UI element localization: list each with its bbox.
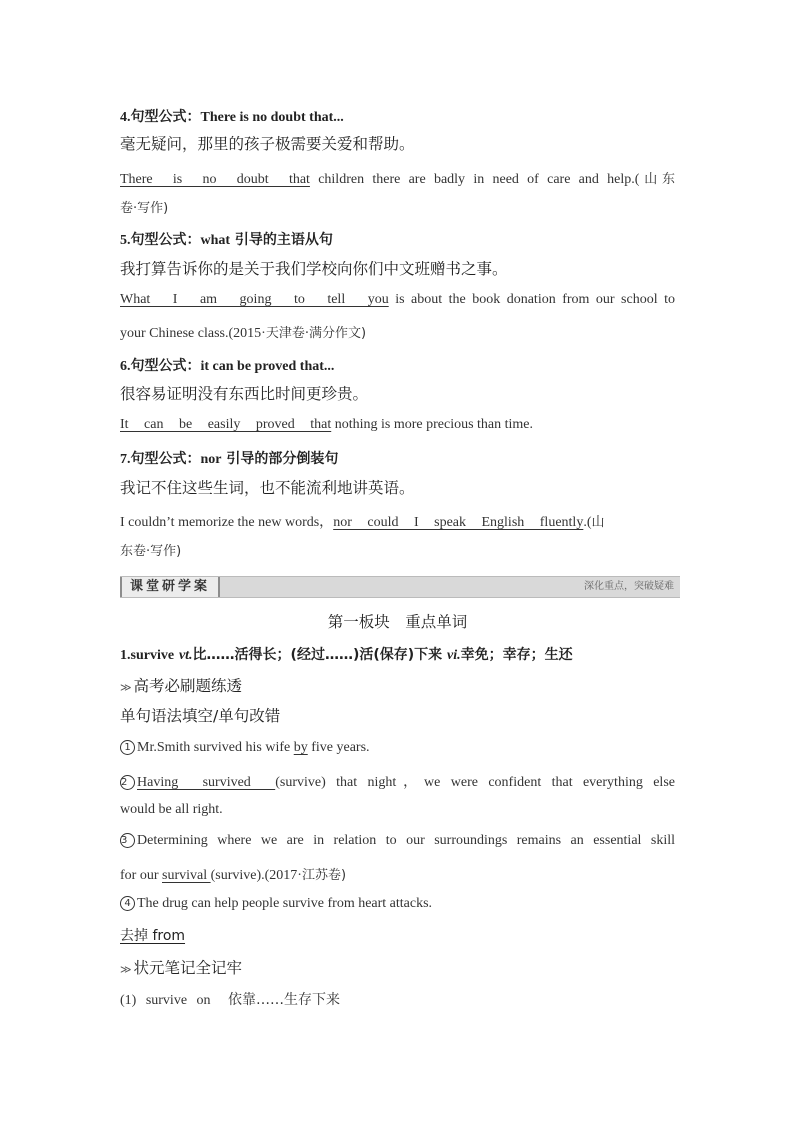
pattern-7-chinese: 我记不住这些生词，也不能流利地讲英语。 bbox=[120, 479, 415, 497]
pattern-4-answer-line: There is no doubt that children there are badly in need of care and help.(山东 bbox=[120, 172, 675, 187]
pattern-5-heading: 5.句型公式：what 引导的主语从句 bbox=[120, 232, 333, 248]
pattern-7-answer: nor could I speak English fluently bbox=[333, 515, 584, 530]
question-3-line2: for our survival (survive).(2017·江苏卷) bbox=[120, 868, 347, 883]
question-2-line2: would be all right. bbox=[120, 802, 223, 817]
pattern-6-heading: 6.句型公式：it can be proved that... bbox=[120, 358, 335, 374]
pattern-6-answer: It can be easily proved that bbox=[120, 417, 332, 432]
pattern-4-heading: 4.句型公式：There is no doubt that... bbox=[120, 109, 344, 125]
pattern-4-source: 卷·写作) bbox=[120, 201, 169, 216]
section-banner bbox=[120, 576, 680, 598]
pattern-7-source: 东卷·写作) bbox=[120, 544, 182, 559]
pattern-7-heading: 7.句型公式：nor 引导的部分倒装句 bbox=[120, 451, 339, 467]
double-chevron-icon: ≫ bbox=[120, 681, 132, 694]
note-1: (1) survive on 依靠……生存下来 bbox=[120, 992, 341, 1008]
pattern-5-line2: your Chinese class.(2015·天津卷·满分作文) bbox=[120, 326, 367, 341]
banner-title: 课堂研学案 bbox=[120, 577, 220, 597]
question-2-answer: Having survived bbox=[137, 775, 276, 790]
pattern-5-answer-line: What I am going to tell you is about the book donation from our school to bbox=[120, 292, 675, 307]
pattern-6-answer-line: It can be easily proved that nothing is more precious than time. bbox=[120, 417, 534, 432]
pattern-4-answer: There is no doubt that bbox=[120, 172, 310, 187]
task-instruction: 单句语法填空/单句改错 bbox=[120, 707, 281, 725]
word-heading: 1.survive vt.比……活得长；(经过……)活(保存)下来 vi.幸免；幸存；生还 bbox=[120, 647, 573, 663]
question-4-answer: 去掉 from bbox=[120, 928, 186, 944]
question-1-answer: by bbox=[293, 740, 308, 755]
pattern-4-chinese: 毫无疑问，那里的孩子极需要关爱和帮助。 bbox=[120, 135, 415, 153]
question-3-answer: survival bbox=[162, 868, 211, 883]
question-3: 3 Determining where we are in relation to our surroundings remains an essential skill bbox=[121, 833, 675, 848]
double-chevron-icon: ≫ bbox=[120, 963, 132, 976]
pattern-6-chinese: 很容易证明没有东西比时间更珍贵。 bbox=[120, 385, 369, 403]
practice-heading: ≫ 高考必刷题练透 bbox=[120, 677, 243, 695]
question-2: 2 Having survived (survive) that night，we were confident that everything else bbox=[121, 775, 675, 790]
question-1: 1 Mr.Smith survived his wife by five years. bbox=[120, 740, 370, 756]
banner-subtitle: 深化重点，突破疑难 bbox=[584, 581, 674, 592]
pattern-5-chinese: 我打算告诉你的是关于我们学校向你们中文班赠书之事。 bbox=[120, 260, 508, 278]
question-4: 4 The drug can help people survive from heart attacks. bbox=[120, 896, 432, 912]
pattern-5-answer: What I am going to tell you bbox=[120, 292, 389, 307]
pattern-7-answer-line: I couldn’t memorize the new words，nor could I speak English fluently.(山 bbox=[120, 515, 605, 530]
block-title: 第一板块 重点单词 bbox=[327, 613, 468, 631]
notes-heading: ≫ 状元笔记全记牢 bbox=[120, 959, 243, 977]
